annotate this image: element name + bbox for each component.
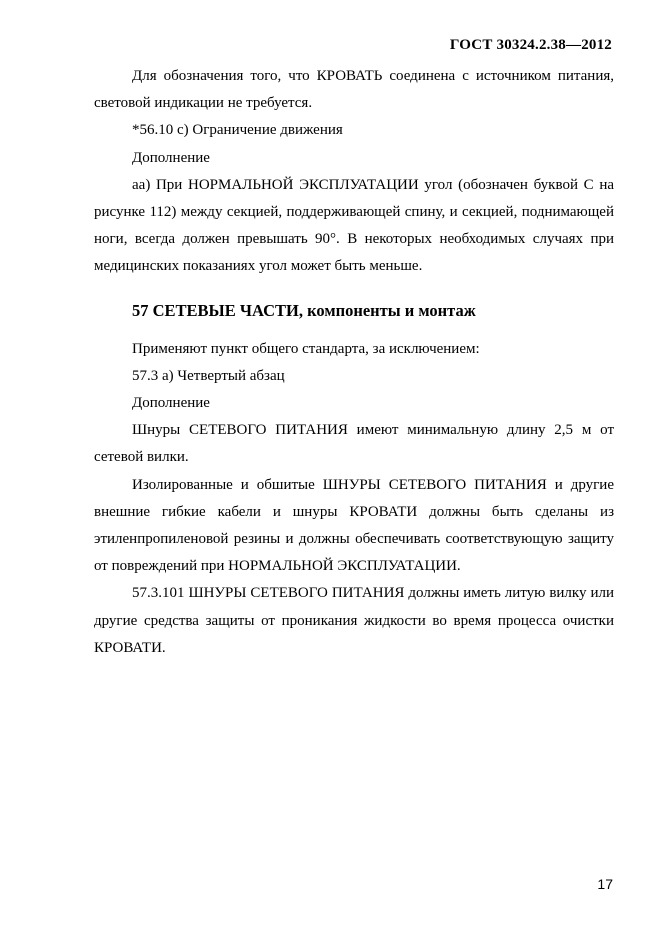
clause-reference: *56.10 с) Ограничение движения <box>132 122 343 139</box>
addition-label: Дополнение <box>132 395 210 412</box>
body-paragraph: Для обозначения того, что КРОВАТЬ соединена с источником питания, световой индикации не требуется. <box>94 68 614 112</box>
body-paragraph: 57.3.101 ШНУРЫ СЕТЕВОГО ПИТАНИЯ должны иметь литую вилку или другие средства защиты от проникания жидкости во время процесса очистки КРОВАТИ. <box>94 585 614 656</box>
body-paragraph: Применяют пункт общего стандарта, за исключением: <box>132 340 480 357</box>
document-header-standard-id: ГОСТ 30324.2.38—2012 <box>449 37 612 53</box>
section-heading: 57 СЕТЕВЫЕ ЧАСТИ, компоненты и монтаж <box>132 300 476 320</box>
body-paragraph: Изолированные и обшитые ШНУРЫ СЕТЕВОГО ПИТАНИЯ и другие внешние гибкие кабели и шнуры КРОВАТИ должны быть сделаны из этиленпропиленовой резины и должны обеспечивать соответствующую защиту от повреждений при НОРМАЛЬНОЙ ЭКСПЛУАТАЦИИ. <box>94 476 614 575</box>
body-paragraph: аа) При НОРМАЛЬНОЙ ЭКСПЛУАТАЦИИ угол (обозначен буквой С на рисунке 112) между секцией, поддерживающей спину, и секцией, поднимающей ноги, всегда должен превышать 90°. В некоторых необходимых случаях при медицинских показаниях угол может быть меньше. <box>94 176 614 275</box>
page-number: 17 <box>597 876 613 892</box>
addition-label: Дополнение <box>132 149 210 166</box>
document-body <box>94 63 614 662</box>
clause-reference: 57.3 а) Четвертый абзац <box>132 367 285 384</box>
body-paragraph: Шнуры СЕТЕВОГО ПИТАНИЯ имеют минимальную длину 2,5 м от сетевой вилки. <box>94 422 614 466</box>
